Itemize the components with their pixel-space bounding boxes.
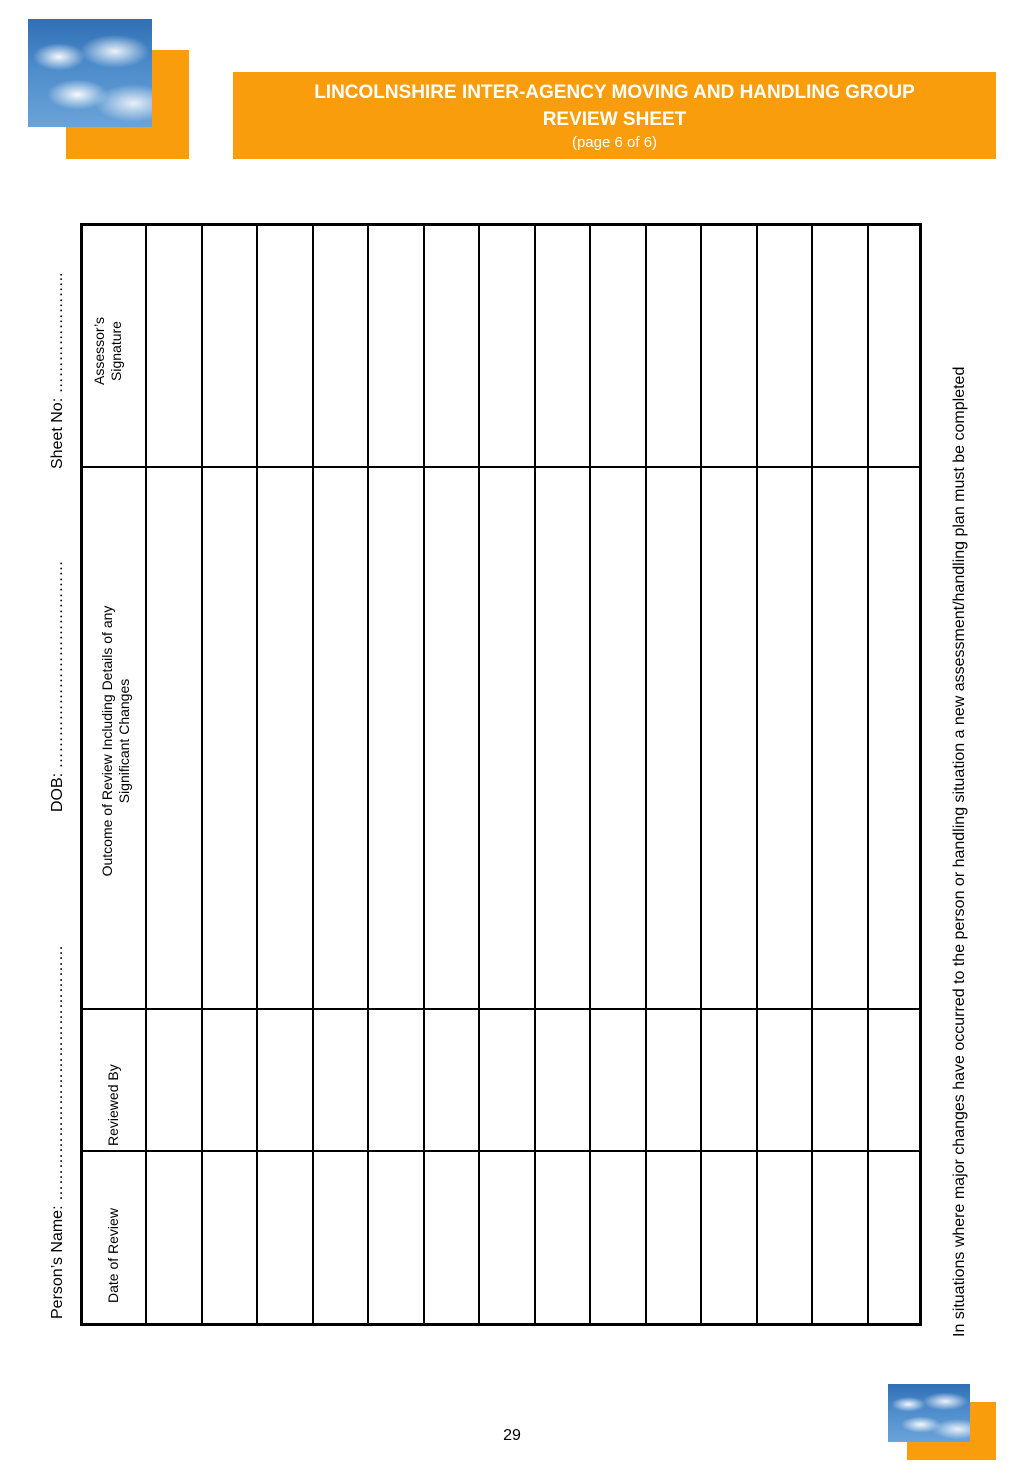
sky-clouds-image-top bbox=[28, 19, 152, 127]
column-divider bbox=[256, 226, 258, 1323]
header-outcome-line1: Outcome of Review Including Details of any bbox=[99, 605, 115, 877]
column-divider bbox=[589, 226, 591, 1323]
column-divider bbox=[478, 226, 480, 1323]
column-divider bbox=[867, 226, 869, 1323]
column-divider bbox=[645, 226, 647, 1323]
header-outcome-of-review bbox=[99, 576, 133, 906]
column-divider bbox=[201, 226, 203, 1323]
page-number: 29 bbox=[503, 1427, 521, 1444]
review-table bbox=[80, 223, 922, 1326]
header-reviewed-by: Reviewed By bbox=[105, 1064, 121, 1146]
header-banner bbox=[233, 72, 996, 159]
column-divider bbox=[756, 226, 758, 1323]
column-divider bbox=[312, 226, 314, 1323]
header-subtitle: REVIEW SHEET bbox=[542, 108, 687, 130]
header-date-of-review: Date of Review bbox=[105, 1208, 121, 1303]
field-divider bbox=[83, 466, 919, 468]
field-divider bbox=[83, 1008, 919, 1010]
header-page-indicator: (page 6 of 6) bbox=[571, 133, 658, 151]
persons-name-field: Person’s Name: ………………………………………… bbox=[49, 945, 66, 1319]
column-divider bbox=[145, 226, 147, 1323]
header-outcome-line2: Significant Changes bbox=[116, 678, 132, 804]
header-assessors-signature bbox=[91, 306, 125, 396]
header-assessor-line1: Assessor’s bbox=[91, 317, 107, 385]
dob-field: DOB: ………………………………… bbox=[49, 560, 66, 812]
completion-note: In situations where major changes have occurred to the person or handling situation a new assessment/handling plan must be completed bbox=[951, 366, 968, 1337]
column-divider bbox=[367, 226, 369, 1323]
header-title: LINCOLNSHIRE INTER-AGENCY MOVING AND HANDLING GROUP bbox=[314, 81, 915, 103]
field-divider bbox=[83, 1150, 919, 1152]
column-divider bbox=[811, 226, 813, 1323]
column-divider bbox=[534, 226, 536, 1323]
column-divider bbox=[700, 226, 702, 1323]
column-divider bbox=[423, 226, 425, 1323]
header-assessor-line2: Signature bbox=[108, 321, 124, 381]
sheet-no-field: Sheet No: ………………….. bbox=[49, 272, 66, 469]
